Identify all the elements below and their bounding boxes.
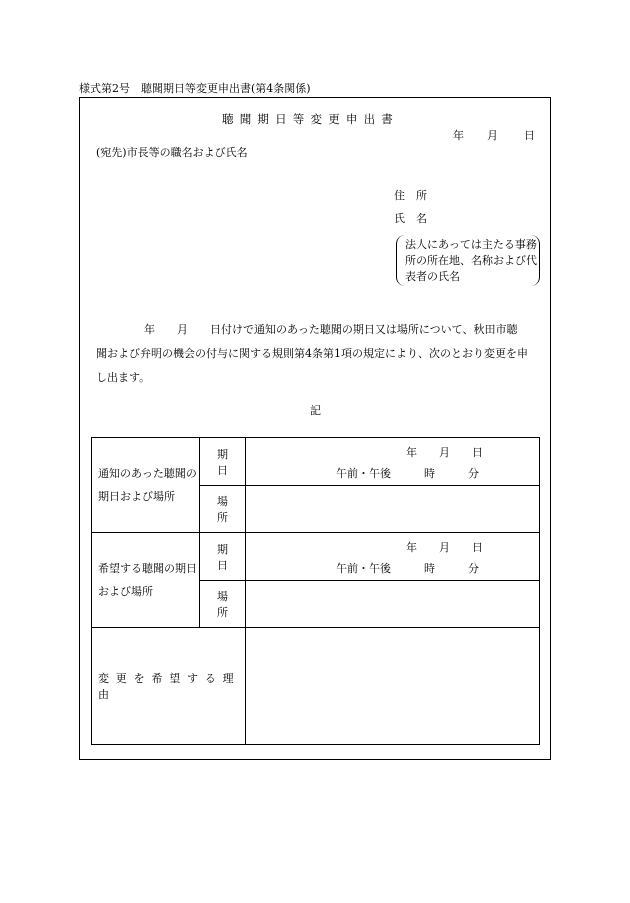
paragraph-line-1: 年 月 日付けで通知のあった聴聞の期日又は場所について、秋田市聴	[144, 323, 518, 336]
table-row	[92, 533, 540, 581]
table-row	[92, 438, 540, 486]
desired-hearing-label: 希望する聴聞の期日および場所	[92, 533, 200, 628]
desired-place-label: 場 所	[200, 581, 246, 628]
corporate-note: 法人にあっては主たる事務所の所在地、名称および代表者の氏名	[405, 238, 537, 283]
request-paragraph	[96, 318, 536, 390]
document-title: 聴聞期日等変更申出書	[222, 112, 399, 126]
date-day: 日	[524, 129, 535, 142]
notified-place-field[interactable]	[246, 486, 540, 533]
change-reason-label: 変更を希望する理由	[92, 628, 246, 745]
date-year: 年	[453, 129, 464, 142]
notified-ymd: 年 月 日	[406, 446, 483, 459]
notified-place-label: 場 所	[200, 486, 246, 533]
desired-date-label: 期 日	[200, 533, 246, 581]
addressee-line: (宛先)市長等の職名および氏名	[96, 146, 248, 159]
change-reason-field[interactable]	[246, 628, 540, 745]
date-month: 月	[487, 129, 498, 142]
notified-time: 午前・午後 時 分	[336, 467, 479, 480]
form-number-label: 様式第2号 聴聞期日等変更申出書(第4条関係)	[79, 82, 311, 95]
paragraph-line-3: し出ます。	[96, 371, 151, 384]
applicant-address-label: 住 所	[394, 189, 427, 202]
request-table	[91, 437, 540, 745]
desired-ymd: 年 月 日	[406, 541, 483, 554]
ki-heading: 記	[310, 404, 321, 417]
notified-hearing-label: 通知のあった聴聞の期日および場所	[92, 438, 200, 533]
table-row	[92, 628, 540, 745]
desired-place-field[interactable]	[246, 581, 540, 628]
paragraph-line-2: 聞および弁明の機会の付与に関する規則第4条第1項の規定により、次のとおり変更を申	[96, 347, 528, 360]
applicant-name-label: 氏 名	[394, 212, 427, 225]
desired-time: 午前・午後 時 分	[336, 562, 479, 575]
desired-date-field[interactable]	[246, 533, 540, 581]
notified-date-label: 期 日	[200, 438, 246, 486]
notified-date-field[interactable]	[246, 438, 540, 486]
